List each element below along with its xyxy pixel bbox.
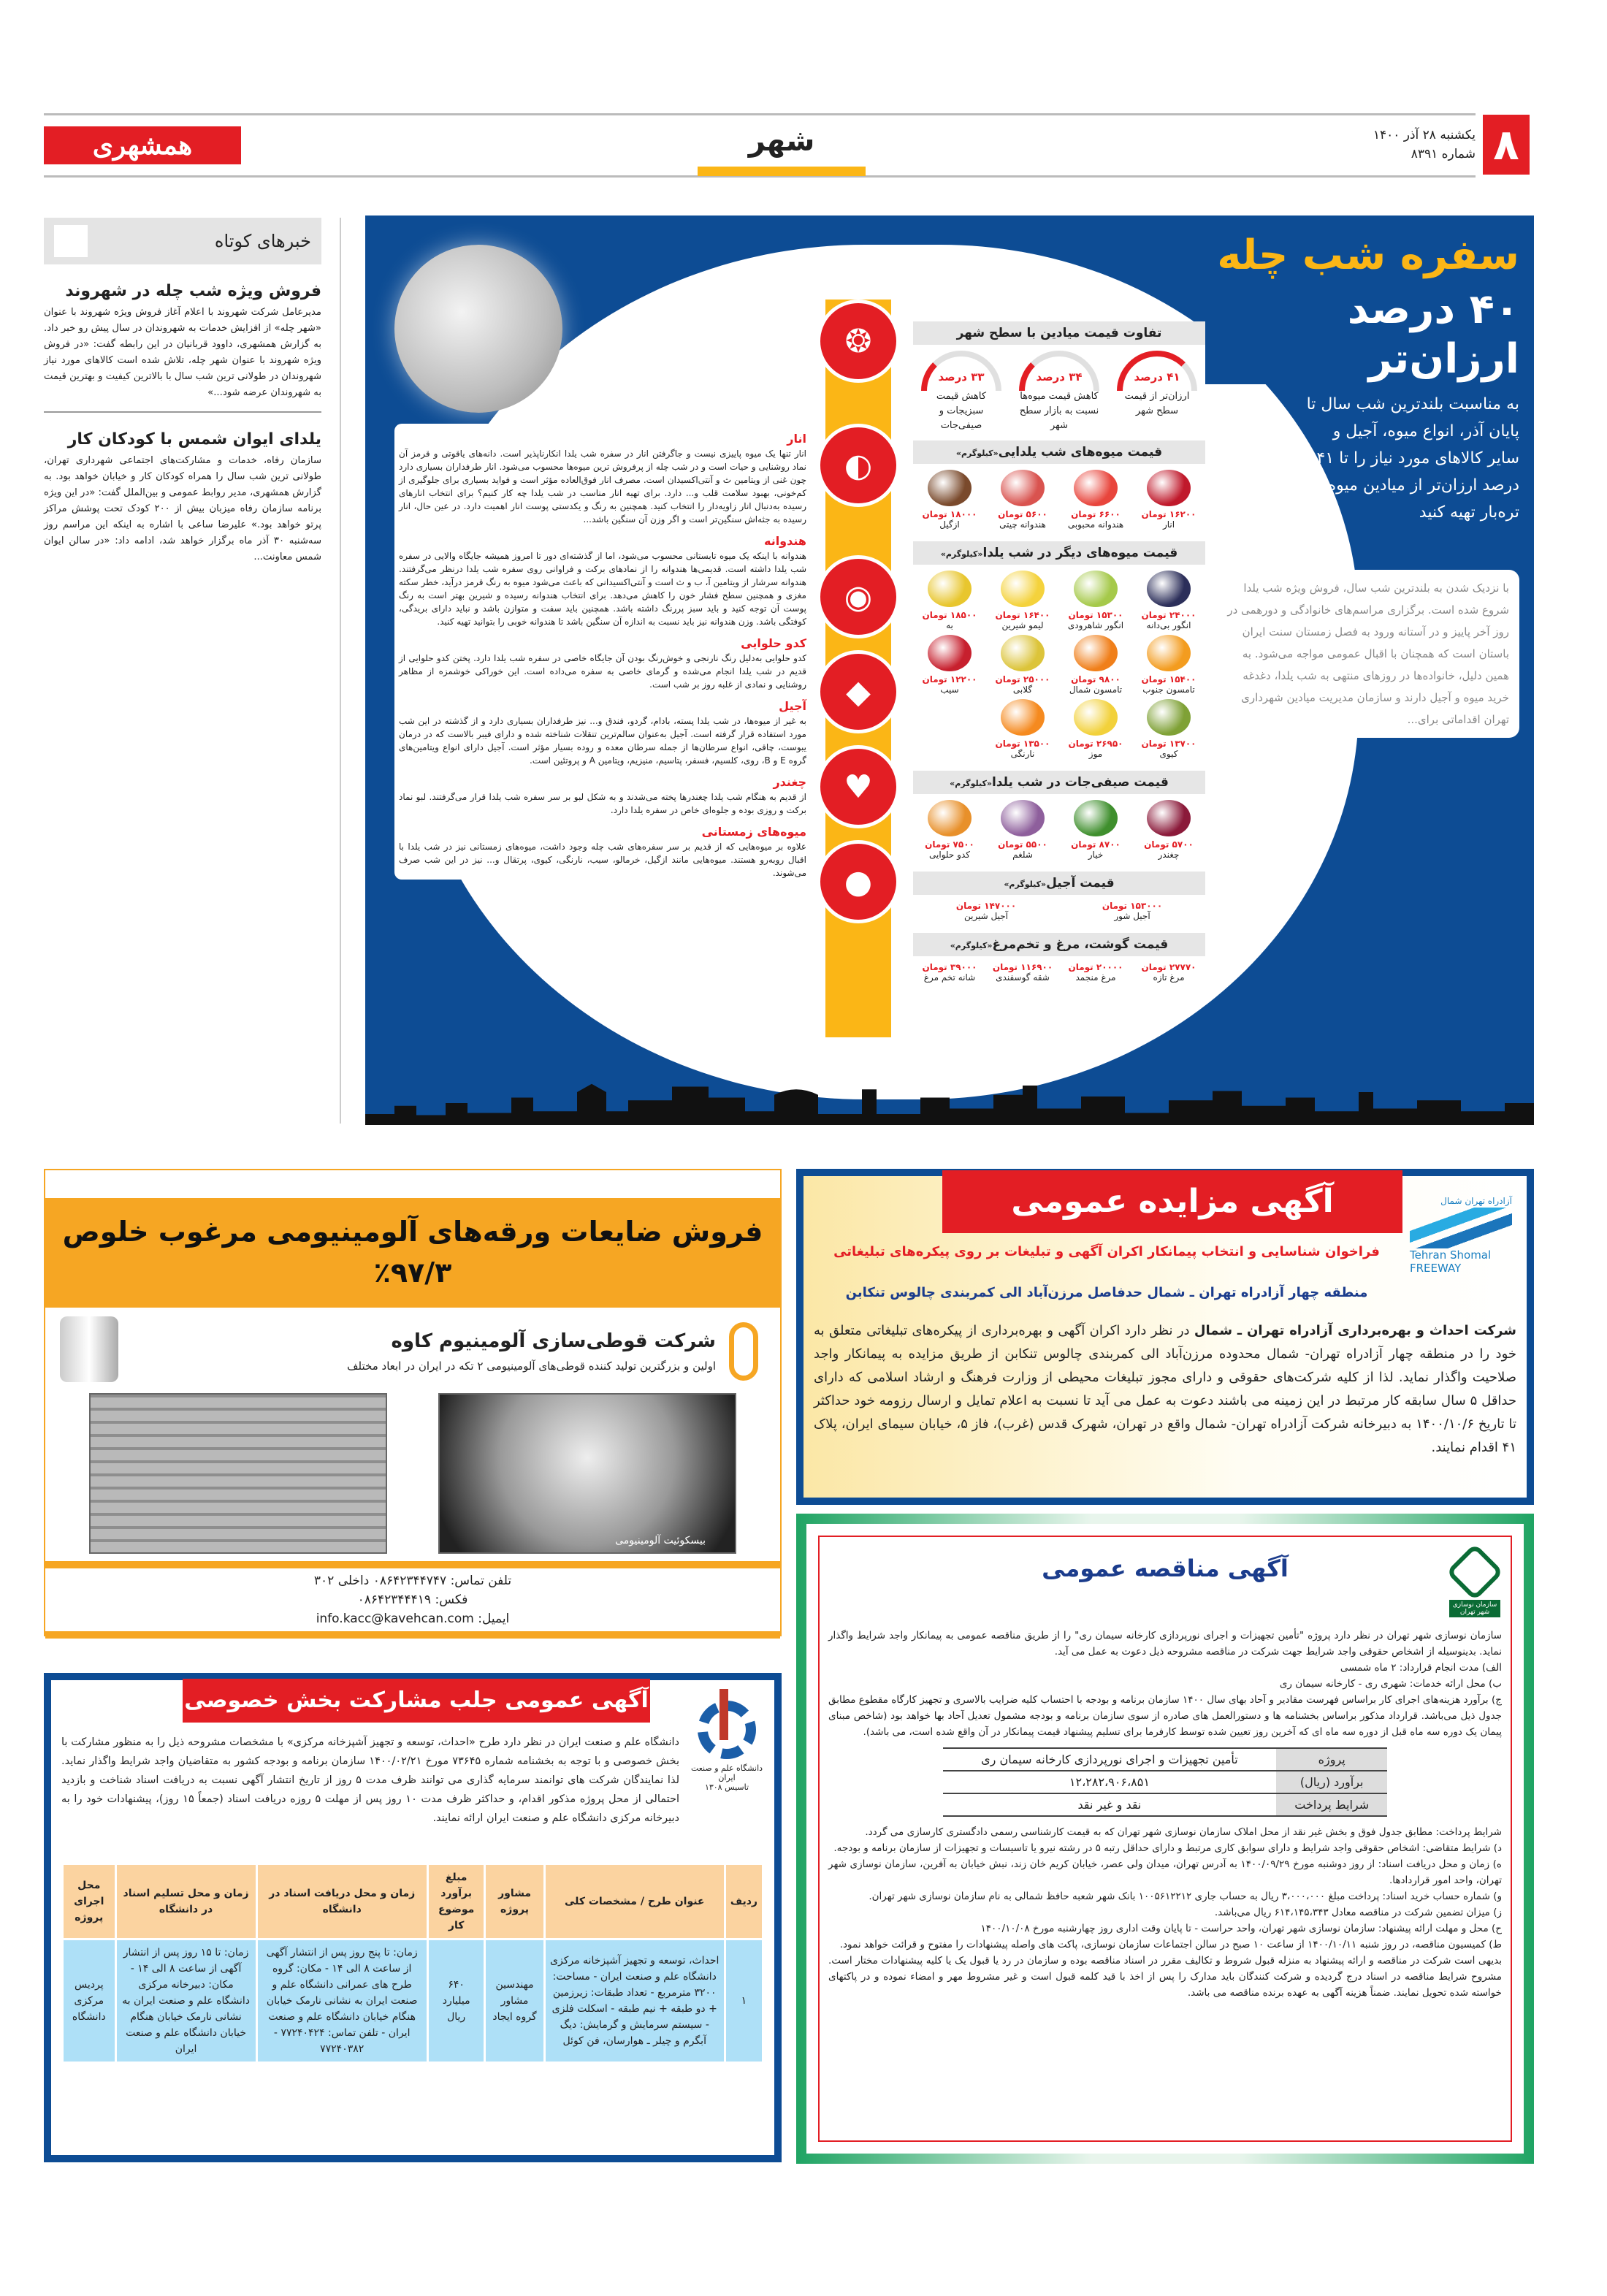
price-group-title xyxy=(913,541,1205,565)
infographic-headline-2: ۴۰ درصد ارزان‌تر xyxy=(1205,285,1519,384)
item-name: گلابی xyxy=(1012,684,1033,695)
item-name: کدو حلوایی xyxy=(929,850,970,860)
کدو-حلوایی-image xyxy=(928,800,972,836)
table-cell: ۱ xyxy=(726,1940,762,2062)
news-article xyxy=(44,430,321,565)
item-name: مرغ منجمد xyxy=(1075,972,1116,983)
price-item xyxy=(913,901,1059,921)
short-news-header xyxy=(44,218,321,264)
price-gauge xyxy=(917,351,1005,433)
issue-info xyxy=(1315,126,1476,164)
tender-table xyxy=(943,1747,1388,1817)
item-price: ۵۶۰۰ تومان xyxy=(998,509,1047,519)
gauge-title: تفاوت قیمت میادین با سطح شهر xyxy=(913,321,1205,345)
price-grid xyxy=(913,470,1205,534)
column-header: ردیف xyxy=(726,1865,762,1938)
food-section-body: هندوانه با اینکه یک میوه تابستانی محسوب می‌شود، اما از گذشته‌ای دور تا امروز همیشه جایگاه والایی در سفره شب یلدا داشته است. قدیمی‌ها هندوانه را از نمادهای برکت و فراوانی روی سفره شب یلدا درنظر می‌گرفتند. هندوانه سرشار از ویتامین آ، ب و ث است و آنتی‌اکسیدانی که باعث می‌شود میوه به رنگ قرمز درآید، خطر سکته مغزی و همچنین سطح فشار خون را کاهش می‌دهد. برای انتخاب هندوانه رسیده و شیرین بهتر است به رنگ پوست آن توجه کنید و باید سبز پررنگ داشته باشد. همچنین باید سفت و متوازن باشد و نباید دارای بریدگی، کوفتگی باشد. وزن هندوانه نیز باید نسبت به اندازه آن سنگین باشد تا هندوانه خوبی را بتوانید تهیه کنید. xyxy=(399,551,806,627)
item-price: ۲۰۰۰۰ تومان xyxy=(1068,962,1123,972)
price-item xyxy=(986,571,1059,630)
ad-title: آگهی عمومی جلب مشارکت بخش خصوصی xyxy=(183,1679,650,1723)
item-name: آجیل شیرین xyxy=(963,911,1009,921)
clause: ز) میزان تضمین شرکت در مناقصه معادل ۶۱۴،۱۴۵،۳۴۳ ریال می‌باشد. xyxy=(1214,1907,1502,1918)
pumpkin-icon: ◉ xyxy=(817,555,900,638)
row-key: شرایط پرداخت xyxy=(1276,1793,1387,1816)
orange-icon: ● xyxy=(817,840,900,923)
item-name: انار xyxy=(1162,519,1175,530)
price-item xyxy=(913,800,986,860)
item-price: ۱۸۵۰۰ تومان xyxy=(922,610,977,620)
item-price: ۱۵۳۰۰ تومان xyxy=(1068,610,1123,620)
کیوی-image xyxy=(1147,699,1191,736)
ad-intro: دانشگاه علم و صنعت ایران در نظر دارد طرح «احداث، توسعه و تجهیز آشپزخانه مرکزی» با مشخصات مشروحه ذیل را به منظور مشارکت با بخش خصوصی و با توجه به بخشنامه شماره ۷۳۶۴۵ مورخ ۱۴۰۰/۰۲/۲۱ سازمان برنامه و بودجه کشور به متقاضیان واجد شرایط واگذار نماید. لذا نمایندگان شرکت های توانمند سرمایه گذاری می توانند ظرف مدت ۵ روز از تاریخ انتشار آگهی نسبت به دریافت اسناد شناخت و بازدید احتمالی از محل پروژه مذکور اقدام، و حداکثر ظرف مدت ۱۰ روز پس از مهلت ۵ روزه دریافت اسناد (جمعاً ۱۵ روز)، پیشنهادات خود را به دبیرخانه مرکزی دانشگاه علم و صنعت ایران ارائه نمایند. xyxy=(61,1736,680,1824)
item-price: ۱۶۲۰۰ تومان xyxy=(1141,509,1196,519)
food-section xyxy=(399,533,806,628)
table-cell: مهندسین مشاور گروه ایجاد xyxy=(486,1940,543,2062)
gauge-label: ارزان‌تر از قیمت سطح شهر xyxy=(1124,391,1190,416)
item-price: ۲۶۹۵۰ تومان xyxy=(1068,739,1123,749)
company-block xyxy=(45,1308,780,1381)
article-title[interactable]: یلدای ایوان شمس با کودکان کار xyxy=(67,430,321,449)
freeway-auction-ad xyxy=(796,1169,1534,1505)
table-cell: ۶۴۰ میلیارد ریال xyxy=(429,1940,484,2062)
item-price: ۱۵۴۰۰ تومان xyxy=(1141,674,1196,684)
price-item xyxy=(986,962,1059,983)
short-news-column xyxy=(44,218,321,565)
price-item xyxy=(1059,962,1132,983)
price-item xyxy=(913,635,986,695)
newspaper-logo: همشهری xyxy=(44,126,241,164)
clause: ج) برآورد هزینه‌های اجرای کار براساس فهرست مقادیر و آحاد بهای سال ۱۴۰۰ سازمان برنامه و بودجه با احتساب کلیه ضرایب بالاسری و تجهیز کارگاه مقطوع مطابق جدول ذیل می‌باشد. قرارداد مذکور براساس بخشنامه ها و دستورالعمل های صادره از سوی سازمان برنامه و بودجه مشمول تعدیل آحاد بها خواهد بود (شاخص مبنای پیمان یک دوره سه ماه قبل از دوره سه ماه ای که آخرین روز تعیین شده توسط کارفرما برای تسلیم پیشنهاد قیمت پیمانکار در آن واقع شده است، می باشد). xyxy=(828,1694,1502,1738)
ad-title: آگهی مناقصه عمومی xyxy=(1042,1555,1289,1582)
item-price: ۵۷۰۰ تومان xyxy=(1144,839,1194,850)
item-name: تامسون جنوب xyxy=(1142,684,1195,695)
ad-body xyxy=(814,1319,1516,1460)
food-section-body: علاوه بر میوه‌هایی که از قدیم بر سر سفره‌های شب چله وجود داشت، میوه‌های زمستانی نیز در شب یلدا با اقبال روبه‌رو هستند. میوه‌هایی مانند ازگیل، خرمالو، سیب، نارنگی، کیوی، پرتقال و... نیز در این شب صرف می‌شوند. xyxy=(399,842,806,878)
item-name: انگور شاهرودی xyxy=(1067,620,1124,630)
item-name: انگور بی‌دانه xyxy=(1146,620,1191,630)
group-title-text: قیمت میوه‌های شب یلدایی xyxy=(998,445,1163,459)
gauge-label: کاهش قیمت سبزیجات و صیفی‌جات xyxy=(936,391,987,431)
item-price: ۱۵۳۰۰۰ تومان xyxy=(1102,901,1163,911)
food-section xyxy=(399,431,806,526)
price-group-title xyxy=(913,933,1205,956)
food-section xyxy=(399,698,806,767)
item-price: ۵۵۰۰ تومان xyxy=(998,839,1047,850)
تامسون-شمال-image xyxy=(1074,635,1118,671)
gauge-label: کاهش قیمت میوه‌ها نسبت به بازار سطح شهر xyxy=(1019,391,1099,431)
company-name: شرکت احداث و بهره‌برداری آزادراه تهران ـ شمال xyxy=(1194,1323,1516,1338)
price-item xyxy=(1132,699,1205,759)
clause: و) شماره حساب خرید اسناد: پرداخت مبلغ ۳،۰۰۰،۰۰۰ ریال به حساب جاری ۱۰۰۵۶۱۲۲۱۲ بانک شهر شعبه حافظ شمالی به نام سازمان نوسازی شهر تهران. xyxy=(869,1891,1502,1902)
item-name: شلغم xyxy=(1012,850,1033,860)
gauge-value: ۴۱ درصد xyxy=(1134,370,1180,384)
price-grid xyxy=(913,800,1205,864)
food-section-body: کدو حلوایی به‌دلیل رنگ نارنجی و خوش‌رنگ بودن آن جایگاه خاصی در سفره شب یلدا دارد. پختن کدو حلوایی از قدیم در شب یلدا انجام می‌شده و گرمای خاصی به سفره می‌داده است. این خوراکی خوشمزه از مظاهر روشنایی و نمادی از غلبه روز بر شب است. xyxy=(399,653,806,690)
price-item xyxy=(913,470,986,530)
infographic-headline-1: سفره شب چله xyxy=(1205,230,1519,281)
price-grid xyxy=(913,901,1205,926)
group-title-text: قیمت آجیل xyxy=(1046,876,1115,890)
university-partnership-ad xyxy=(44,1673,782,2162)
contact-block xyxy=(45,1561,780,1639)
price-item xyxy=(1059,635,1132,695)
ad-subtitle-2: منطقه چهار آزادراه تهران ـ شمال حدفاصل مرزن‌آباد الی کمربندی چالوس تنکابن xyxy=(845,1285,1368,1300)
row-key: پروژه xyxy=(1276,1748,1387,1771)
table-cell: احداث، توسعه و تجهیز آشپزخانه مرکزی دانشگاه علم و صنعت ایران - مساحت: ۳۲۰۰ مترمربع - تعداد طبقات: زیرزمین + دو طبقه + نیم طبقه - اسکلت فلزی - سیستم سرمایش و گرمایش: دیگ آبگرم و چیلر ـ هوارسان، فن کوئل xyxy=(546,1940,724,2062)
group-title-text: قیمت میوه‌های دیگر در شب یلدا xyxy=(982,546,1178,560)
item-price: ۱۱۶۹۰۰ تومان xyxy=(992,962,1053,972)
price-item xyxy=(1059,470,1132,530)
price-item xyxy=(986,699,1059,759)
انگور-بی‌دانه-image xyxy=(1147,571,1191,607)
clause: شرایط پرداخت: مطابق جدول فوق و بخش غیر نقد از محل املاک سازمان نوسازی شهر تهران که به قیمت کارشناسی رسمی دادگستری کارسازی می گردد. xyxy=(865,1826,1502,1838)
yalda-infographic xyxy=(365,216,1534,1125)
gear-torch-icon xyxy=(698,1701,756,1759)
item-price: ۲۷۷۷۰ تومان xyxy=(1141,962,1196,972)
item-price: ۲۴۰۰۰ تومان xyxy=(1141,610,1196,620)
price-gauges xyxy=(913,351,1205,433)
item-name: شانه تخم مرغ xyxy=(923,972,976,983)
gauge-value: ۳۴ درصد xyxy=(1036,370,1083,384)
logo-label: سازمان نوسازی شهر تهران xyxy=(1449,1600,1500,1617)
food-section-title: چغندر xyxy=(773,775,806,789)
price-item xyxy=(986,470,1059,530)
table-row xyxy=(943,1771,1388,1793)
ad-subtitle-1: فراخوان شناسایی و انتخاب پیمانکار اکران آگهی و تبلیغات بر روی پیکره‌های تبلیغاتی xyxy=(833,1244,1380,1259)
issue-date: یکشنبه ۲۸ آذر ۱۴۰۰ xyxy=(1373,128,1476,142)
header-top-rule xyxy=(44,113,1476,115)
renovation-tender-ad xyxy=(796,1514,1534,2164)
price-panel xyxy=(913,314,1205,987)
column-header: زمان و محل تسلیم اسناد در دانشگاه xyxy=(117,1865,256,1938)
aluminum-sheets-photo xyxy=(89,1393,387,1554)
لیمو-شیرین-image xyxy=(1001,571,1045,607)
logo-text: دانشگاه علم و صنعت ایران xyxy=(690,1763,763,1782)
food-section-body: از قدیم به هنگام شب یلدا چغندرها پخته می‌شدند و به شکل لبو بر سر سفره شب یلدا قرار می‌گرفتند. لبو نماد برکت و روزی بوده و جلوه‌ای خاص در سفره یلدا دارد. xyxy=(399,792,806,815)
table-cell: زمان: تا پنج روز پس از انتشار آگهی از ساعت ۸ الی ۱۴ - مکان: گروه طرح های عمرانی دانشگاه علم و صنعت ایران به نشانی نارمک خیابان هنگام خیابان دانشگاه علم و صنعت ایران - تلفن تماس: ۷۷۲۴۰۴۲۴ - ۷۷۲۴۰۳۸۲ xyxy=(258,1940,427,2062)
item-name: ازگیل xyxy=(939,519,960,530)
موز-image xyxy=(1074,699,1118,736)
aluminum-cans-image xyxy=(60,1316,118,1382)
گلابی-image xyxy=(1001,635,1045,671)
price-item xyxy=(1132,800,1205,860)
issue-number: شماره ۸۳۹۱ xyxy=(1411,147,1476,161)
header-box-decoration xyxy=(54,225,88,257)
row-value: تأمین تجهیزات و اجرای نورپردازی کارخانه سیمان ری xyxy=(943,1748,1276,1771)
tehran-shomal-logo xyxy=(1410,1194,1512,1275)
food-section xyxy=(399,636,806,691)
انگور-شاهرودی-image xyxy=(1074,571,1118,607)
price-gauge xyxy=(1015,351,1103,433)
short-news-title: خبرهای کوتاه xyxy=(214,231,311,251)
section-accent-bar xyxy=(698,167,866,176)
university-logo xyxy=(687,1687,767,1797)
news-article xyxy=(44,282,321,413)
item-name: خیار xyxy=(1088,850,1104,860)
table-row xyxy=(943,1748,1388,1771)
خیار-image xyxy=(1074,800,1118,836)
ad-title: آگهی مزایده عمومی xyxy=(942,1170,1402,1233)
tehran-skyline-silhouette xyxy=(365,1081,1534,1125)
nut-icon: ◆ xyxy=(817,650,900,733)
food-section-title: کدو حلوایی xyxy=(741,636,806,650)
row-key: برآورد (ریال) xyxy=(1276,1771,1387,1793)
food-section-body: انار تنها یک میوه پاییزی نیست و جاگرفتن انار در سفره شب یلدا انکارناپذیر است. دانه‌های یاقوتی و قرمز آن نماد روشنایی و حیات است و در شب چله از پرفروش ترین میوه‌ها محسوب می‌شود. انار طرفداران بسیاری دارد چون غنی از ویتامین ث و آنتی‌اکسیدان است. مصرف انار فوق‌العاده مؤثر است و فواید بسیاری برای جلوگیری از کم‌خونی، بهبود سلامت قلب و... دارد. برای تهیه انار مناسب در شب یلدا چه کار کنیم؟ برای انتخاب انارهای رسیده به‌دنبال انار زاویه‌دار را انتخاب کنید. همچنین به رنگ و یکدستی پوست انار اهمیت دارد. در عین حال، انار رسیده به جثه‌اش سنگین‌تر است و اگر وزن آن سنگین باشد... xyxy=(399,449,806,525)
unit-label: «کیلوگرم» xyxy=(1004,880,1047,889)
هندوانه-چیتی-image xyxy=(1001,470,1045,506)
photo-caption: بیسکوئیت آلومینیومی xyxy=(615,1535,706,1546)
column-header: محل اجرای پروژه xyxy=(64,1865,115,1938)
price-group-title xyxy=(913,872,1205,895)
unit-label: «کیلوگرم» xyxy=(950,941,993,950)
clause: ب) محل ارائه خدمات: شهری ری - کارخانه سیمان ری xyxy=(1279,1678,1502,1690)
article-divider xyxy=(44,411,321,413)
full-moon-image xyxy=(394,245,562,413)
watermelon-icon: ◐ xyxy=(817,424,900,507)
food-descriptions xyxy=(394,424,811,880)
clause: ه) زمان و محل دریافت اسناد: از روز دوشنبه مورخ ۱۴۰۰/۰۹/۲۹ به آدرس تهران، میدان ولی عصر، خیابان کریم خان زند، نبش خیابان به آفرین، سازمان نوسازی شهر تهران، واحد امور قراردادها. xyxy=(828,1858,1502,1886)
infographic-intro: با نزدیک شدن به بلندترین شب سال، فروش ویژه شب یلدا شروع شده است. برگزاری مراسم‌های خانوادگی و دورهمی در روز آخر پاییز و در آستانه ورود به فصل زمستان سنت ایران باستان است که همچنان با اقبال عمومی مواجه می‌شود. به همین دلیل، خانواده‌ها در روزهای منتهی به شب یلدا، دغدغه خرید میوه و آجیل دارند و سازمان مدیریت میادین شهرداری تهران اقداماتی برای... xyxy=(1213,570,1519,738)
group-title-text: قیمت صیفی‌جات در شب یلدا xyxy=(991,775,1169,790)
price-item xyxy=(986,635,1059,695)
price-item xyxy=(986,800,1059,860)
item-price: ۶۶۰۰ تومان xyxy=(1071,509,1121,519)
food-section xyxy=(399,824,806,880)
ad-body-text: در نظر دارد اکران آگهی و بهره‌برداری از پیکره‌های تبلیغاتی متعلق به خود را در منطقه چهار آزادراه تهران- شمال محدوده مرزن‌آباد الی کمربندی چالوس تنکابن از طریق مزایده به پیمانکار واجد صلاحیت واگذار نماید. لذا از کلیه شرکت‌های حقوقی و دارای مجوز تبلیغات محیطی از وزارت فرهنگ و ارشاد اسلامی که دارای حداقل ۵ سال سابقه کار مرتبط در این زمینه می باشند دعوت به عمل می آید تا نسبت به اعلام تمایل و ارسال رزومه خود حداکثر تا تاریخ ۱۴۰۰/۱۰/۶ به دبیرخانه شرکت آزادراه تهران- شمال واقع در تهران، شهرک قدس (غرب)، فاز ۵، خیابان سیمای ایران، پلاک ۴۱ اقدام نمایند. xyxy=(814,1323,1517,1455)
item-name: آجیل شور xyxy=(1114,911,1150,921)
item-price: ۳۹۰۰۰ تومان xyxy=(922,962,977,972)
kaveh-can-logo xyxy=(729,1322,758,1381)
item-name: کیوی xyxy=(1159,749,1178,759)
ad-title: فروش ضایعات ورقه‌های آلومینیومی مرغوب خلوص ۹۷/۳٪ xyxy=(45,1198,780,1308)
item-price: ۱۳۷۰۰ تومان xyxy=(1141,739,1196,749)
price-item xyxy=(913,962,986,983)
product-photos xyxy=(89,1393,736,1554)
clause: ح) محل و مهلت ارائه پیشنهاد: سازمان نوسازی شهر تهران، واحد حراست - تا پایان وقت اداری روز چهارشنبه مورخ ۱۴۰۰/۱۰/۰۸ xyxy=(980,1923,1502,1934)
price-item xyxy=(1059,800,1132,860)
price-item xyxy=(1132,635,1205,695)
column-header: مشاور پروژه xyxy=(486,1865,543,1938)
food-section-title: انار xyxy=(787,432,806,446)
item-price: ۹۸۰۰ تومان xyxy=(1071,674,1121,684)
clause: ط) کمیسیون مناقصه، در روز شنبه ۱۴۰۰/۱۰/۱۱ از ساعت ۱۰ صبح در سالن اجتماعات سازمان نوسازی، پاکت های واصله پیشنهادات را مفتوح و قرائت خواهد نمود. xyxy=(839,1939,1502,1950)
item-name: هندوانه محبوبی xyxy=(1067,519,1124,530)
item-name: چغندر xyxy=(1158,850,1180,860)
food-section-body: به غیر از میوه‌ها، در شب یلدا پسته، بادام، گردو، فندق و... نیز طرفداران بسیاری دارد و از گذشته در این شب مورد استفاده قرار گرفته است. آجیل به‌عنوان سالم‌ترین تنقلات شناخته شده و دارای فیبر بالاست که در درمان یبوست، چاقی، انواع سرطان‌ها از جمله سرطان معده و روده بسیار مؤثر است. آجیل دارای انواع ویتامین‌های گروه E و B، روی، کلسیم، فسفر، پتاسیم، منیزیم، ویتامین A و پروتئین است. xyxy=(399,716,806,766)
item-name: به xyxy=(946,620,953,630)
ازگیل-image xyxy=(928,470,972,506)
item-price: ۱۳۵۰۰ تومان xyxy=(995,739,1050,749)
unit-label: «کیلوگرم» xyxy=(950,779,992,788)
table-cell: زمان: تا ۱۵ روز پس از انتشار آگهی از ساعت ۸ الی ۱۴ - مکان: دبیرخانه مرکزی دانشگاه علم و صنعت ایران به نشانی نارمک خیابان هنگام خیابان دانشگاه علم و صنعت ایران xyxy=(117,1940,256,2062)
price-groups xyxy=(913,440,1205,987)
phone: تلفن تماس: ۰۸۶۴۲۳۴۴۷۴۷ داخلی ۳۰۲ xyxy=(313,1574,512,1588)
price-item xyxy=(913,571,986,630)
beet-icon: ♥ xyxy=(817,745,900,828)
fax: فکس: ۰۸۶۴۲۳۴۴۴۱۹ xyxy=(357,1593,468,1607)
aluminum-scrap-ad xyxy=(44,1169,782,1636)
price-grid xyxy=(913,571,1205,763)
item-price: ۲۵۰۰۰ تومان xyxy=(995,674,1050,684)
item-name: موز xyxy=(1088,749,1103,759)
price-gauge xyxy=(1113,351,1201,433)
price-item xyxy=(1059,901,1205,921)
logo-text-en: Tehran Shomal FREEWAY xyxy=(1410,1248,1492,1275)
item-name: مرغ تازه xyxy=(1153,972,1185,983)
table-cell: پردیس مرکزی دانشگاه xyxy=(64,1940,115,2062)
table-header-row xyxy=(64,1865,762,1938)
item-name: شقه گوسفندی xyxy=(996,972,1050,983)
table-row xyxy=(64,1940,762,2062)
logo-year: تاسیس ۱۳۰۸ xyxy=(704,1782,749,1792)
به-image xyxy=(928,571,972,607)
row-value: نقد و غیر نقد xyxy=(943,1793,1276,1816)
renovation-org-logo xyxy=(1449,1547,1500,1617)
item-price: ۷۵۰۰ تومان xyxy=(925,839,974,850)
food-section-title: هندوانه xyxy=(763,534,806,548)
project-table xyxy=(61,1863,764,2064)
item-name: سیب xyxy=(940,684,959,695)
تامسون-جنوب-image xyxy=(1147,635,1191,671)
شلغم-image xyxy=(1001,800,1045,836)
company-tagline: اولین و بزرگترین تولید کننده قوطی‌های آلومینیومی ۲ تکه در ایران در ابعاد مختلف xyxy=(347,1359,716,1373)
clauses-bottom xyxy=(828,1824,1502,2001)
price-grid xyxy=(913,962,1205,987)
article-title[interactable]: فروش ویژه شب چله در شهروند xyxy=(65,282,321,300)
food-icon-column xyxy=(825,300,891,1037)
clauses-top xyxy=(828,1660,1502,1740)
item-price: ۸۷۰۰ تومان xyxy=(1071,839,1121,850)
column-divider xyxy=(340,218,341,1124)
item-name: هندوانه چیتی xyxy=(999,519,1046,530)
tehran-star-icon xyxy=(1446,1543,1503,1601)
page-number: ۸ xyxy=(1483,115,1530,175)
item-name: نارنگی xyxy=(1010,749,1035,759)
article-body: سازمان رفاه، خدمات و مشارکت‌های اجتماعی شهرداری تهران، طولانی ترین شب سال را همراه کودکان کار و خیابان خواهد بود. به گزارش همشهری، مدیر روابط عمومی و بین‌الملل گفت: «در این ویژه برنامه سازمان رفاه میزبان بیش از ۲۰۰ کودک تحت پوشش مراکز پرتو خواهد بود.» علیرضا ساعی با اشاره به اینکه این مراسم روز سه‌شنبه ۳۰ آذر ماه برگزار خواهد شد، ادامه داد: «در سالن ایوان شمس معاونت... xyxy=(44,455,321,562)
row-value: ۱۲،۲۸۲،۹۰۶،۸۵۱ xyxy=(943,1771,1276,1793)
price-item xyxy=(1059,699,1132,759)
price-item xyxy=(1132,571,1205,630)
freeway-wave-icon xyxy=(1410,1208,1512,1248)
clause: د) شرایط متقاضی: اشخاص حقوقی واجد شرایط و دارای سوابق کاری مرتبط و دارای حداقل رتبه ۵ در رشته نیرو یا تاسیسات و تجهیزات از سازمان برنامه و بودجه. xyxy=(833,1842,1502,1854)
price-item xyxy=(1059,571,1132,630)
نارنگی-image xyxy=(1001,699,1045,736)
section-title: شهر xyxy=(748,124,815,158)
column-header: مبلغ برآورد موضوع کار xyxy=(429,1865,484,1938)
column-header: عنوان طرح / مشخصات کلی xyxy=(546,1865,724,1938)
group-title-text: قیمت گوشت، مرغ و تخم‌مرغ xyxy=(992,937,1169,952)
food-section-title: میوه‌های زمستانی xyxy=(701,825,806,839)
clause: الف) مدت انجام قرارداد: ۲ ماه شمسی xyxy=(1340,1662,1502,1674)
infographic-subhead: به مناسبت بلندترین شب سال تا پایان آذر، انواع میوه، آجیل و سایر کالاهای مورد نیاز را تا ۴۱ درصد ارزان‌تر از میادین میوه و تره‌بار تهیه کنید xyxy=(1306,395,1519,522)
company-name: شرکت قوطی‌سازی آلومینیوم کاوه xyxy=(391,1330,716,1352)
price-item xyxy=(1132,962,1205,983)
price-group-title xyxy=(913,440,1205,464)
انار-image xyxy=(1147,470,1191,506)
logo-text-fa: آزادراه تهران شمال xyxy=(1440,1196,1512,1206)
food-section xyxy=(399,774,806,817)
هندوانه-محبوبی-image xyxy=(1074,470,1118,506)
سیب-image xyxy=(928,635,972,671)
pomegranate-icon: ❂ xyxy=(817,300,900,383)
gauge-value: ۳۳ درصد xyxy=(938,370,985,384)
item-price: ۱۴۷۰۰۰ تومان xyxy=(955,901,1017,911)
price-item xyxy=(1132,470,1205,530)
aluminum-biscuit-photo xyxy=(438,1393,736,1554)
unit-label: «کیلوگرم» xyxy=(955,449,999,458)
column-header: زمان و محل دریافت اسناد در دانشگاه xyxy=(258,1865,427,1938)
clause: بدیهی است شرکت در مناقصه و ارائه پیشنهاد به منزله قبول شروط و تکالیف مقرر در اسناد مناقصه بوده و سازمان در رد یا قبول یک یا کلیه پیشنهادات مختار است. مشروح شرایط مناقصه در اسناد درج گردیده و شرکت کنندگان باید مدارک را پس از اخذ با قید کلمه قبول است و غیر مشروط مهر و امضاء نموده و در پاکتهای خواسته شده تحویل نمایند. ضمناً هزینه آگهی به عهده برنده مناقصه می باشد. xyxy=(828,1955,1502,1999)
unit-label: «کیلوگرم» xyxy=(940,549,983,559)
item-name: تامسون شمال xyxy=(1069,684,1123,695)
چغندر-image xyxy=(1147,800,1191,836)
email[interactable]: ایمیل: info.kacc@kavehcan.com xyxy=(316,1612,510,1626)
item-price: ۱۲۲۰۰ تومان xyxy=(922,674,977,684)
item-price: ۱۸۰۰۰ تومان xyxy=(922,509,977,519)
table-row xyxy=(943,1793,1388,1816)
item-name: لیمو شیرین xyxy=(1001,620,1044,630)
ad-intro: سازمان نوسازی شهر تهران در نظر دارد پروژه "تأمین تجهیزات و اجرای نورپردازی کارخانه سیمان ری" را از طریق مناقصه عمومی به پیمانکار واجد شرایط واگذار نماید. بدینوسیله از اشخاص حقوقی واجد شرایط جهت شرکت در مناقصه مشروحه ذیل دعوت به عمل می آید. xyxy=(828,1630,1502,1658)
price-group-title xyxy=(913,771,1205,794)
food-section-title: آجیل xyxy=(779,699,806,713)
item-price: ۱۶۴۰۰ تومان xyxy=(995,610,1050,620)
article-body: مدیرعامل شرکت شهروند با اعلام آغاز فروش ویژه شهروند با عنوان «شهر چله» از افزایش خدمات به شهروندان در سال پیش رو خبر داد. به گزارش همشهری، داوود قربانیان در این رابطه گفت: «در فروش ویژه شهروند با عنوان شهر چله، تلاش شده است کالاهای مورد نیاز شهروندان در طولانی ترین شب سال با بالاترین کیفیت و بهترین قیمت به شهروندان عرضه شود...» xyxy=(44,307,321,398)
